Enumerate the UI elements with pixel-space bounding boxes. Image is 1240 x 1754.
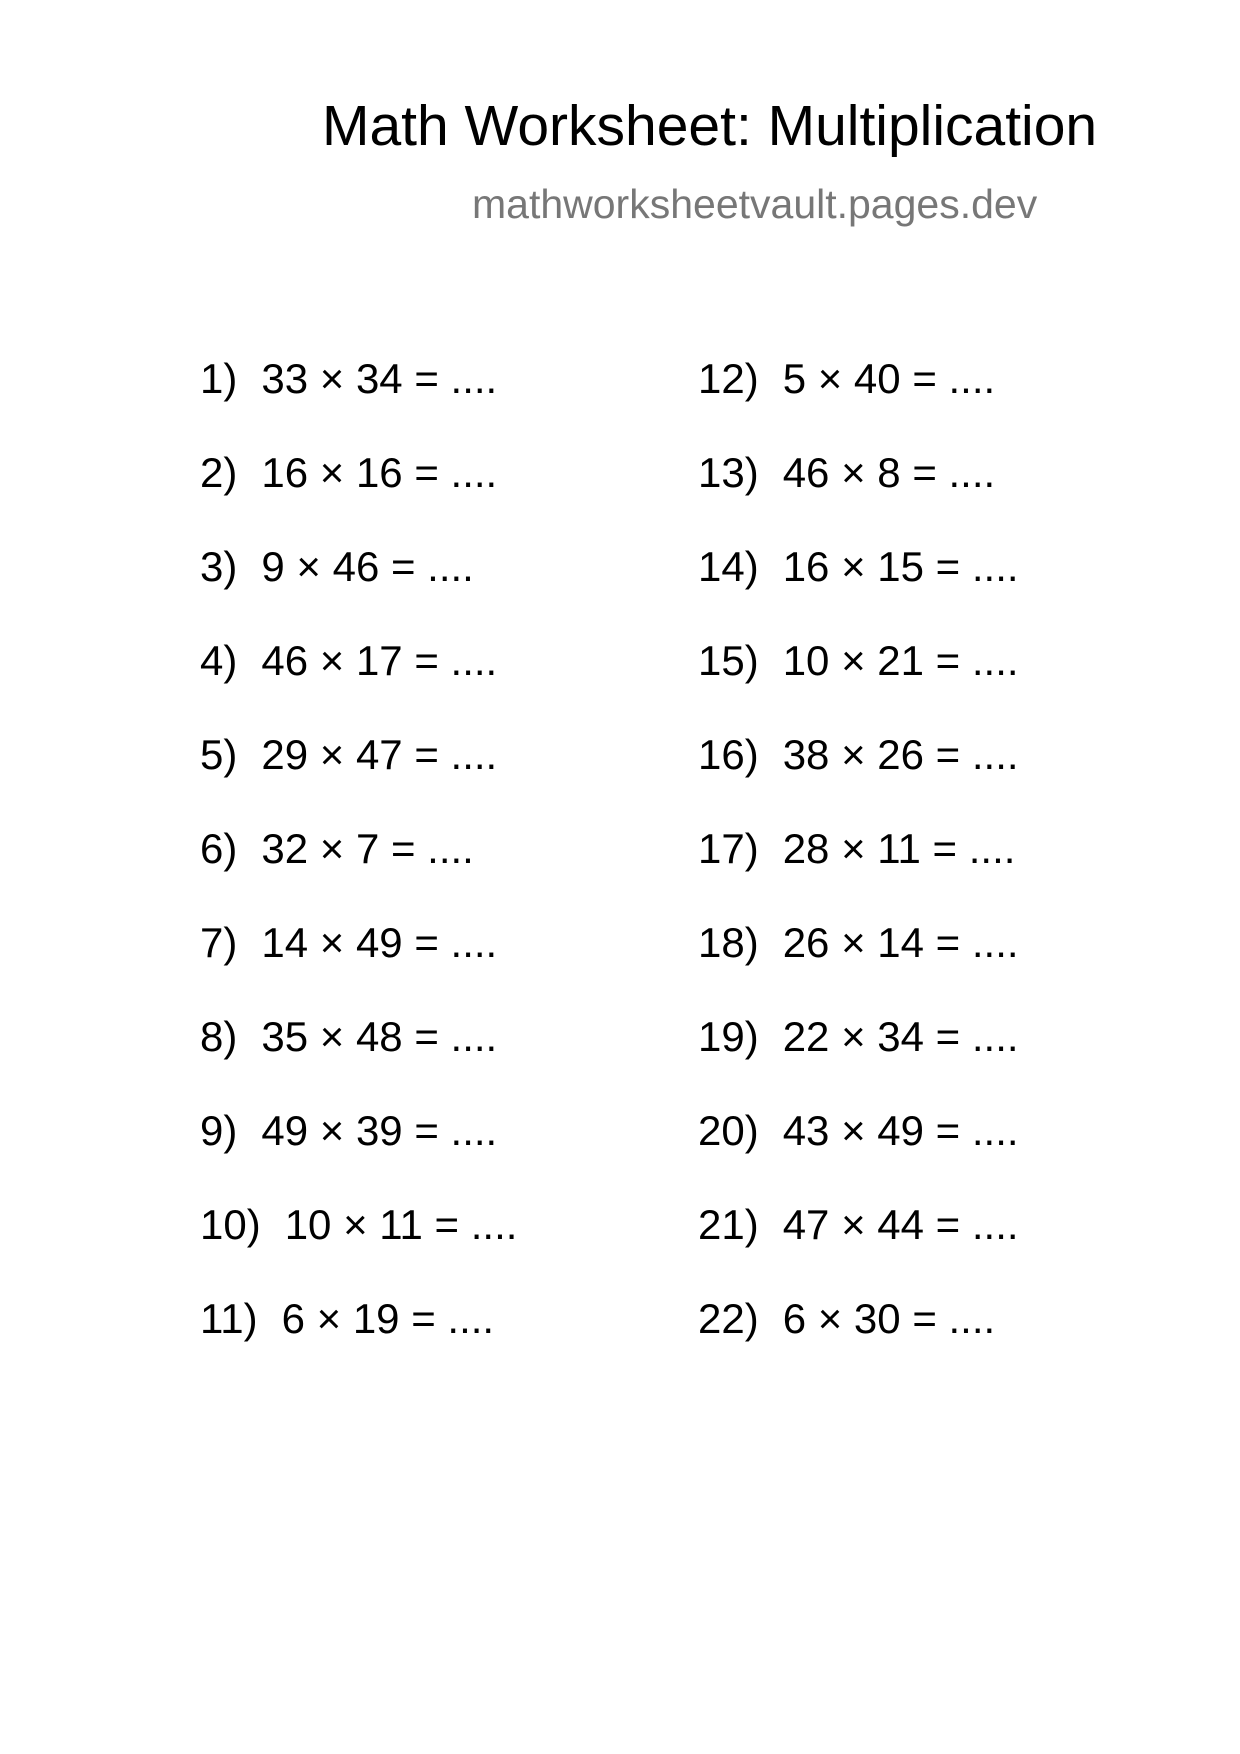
problem-expression: 14 × 49 = .... [261,919,498,966]
problem-number: 5) [200,731,238,778]
problem-item [698,919,1019,966]
problem-number: 16) [698,731,759,778]
problem-number: 14) [698,543,759,590]
problem-item [200,1107,498,1154]
problem-item [200,919,498,966]
problem-item [698,731,1019,778]
problem-number: 13) [698,449,759,496]
problem-number: 3) [200,543,238,590]
problem-number: 12) [698,355,759,402]
problem-expression: 32 × 7 = .... [261,825,474,872]
problem-number: 2) [200,449,238,496]
problem-expression: 47 × 44 = .... [782,1201,1019,1248]
problem-item [698,1295,996,1342]
problem-number: 10) [200,1201,261,1248]
problem-expression: 9 × 46 = .... [261,543,474,590]
problem-item [200,637,498,684]
problem-number: 15) [698,637,759,684]
problem-item [200,449,498,496]
problem-expression: 33 × 34 = .... [261,355,498,402]
problem-expression: 35 × 48 = .... [261,1013,498,1060]
problem-number: 1) [200,355,238,402]
problem-expression: 46 × 8 = .... [782,449,996,496]
problem-item [698,825,1016,872]
problem-item [698,543,1019,590]
problem-number: 21) [698,1201,759,1248]
problem-expression: 6 × 19 = .... [281,1295,495,1342]
problem-item [200,543,474,590]
problem-number: 20) [698,1107,759,1154]
problem-item [200,731,498,778]
problem-expression: 43 × 49 = .... [782,1107,1019,1154]
problem-item [698,355,996,402]
problem-item [698,637,1019,684]
problem-item [200,355,498,402]
problem-expression: 22 × 34 = .... [782,1013,1019,1060]
problem-number: 18) [698,919,759,966]
problem-expression: 38 × 26 = .... [782,731,1019,778]
problem-expression: 16 × 16 = .... [261,449,498,496]
problem-number: 9) [200,1107,238,1154]
problem-expression: 10 × 11 = .... [284,1201,518,1248]
problem-item [698,1107,1019,1154]
problem-expression: 5 × 40 = .... [782,355,996,402]
problem-item [698,1201,1019,1248]
problem-item [200,1201,518,1248]
problem-number: 22) [698,1295,759,1342]
problem-expression: 10 × 21 = .... [782,637,1019,684]
problem-item [200,825,474,872]
problem-expression: 26 × 14 = .... [782,919,1019,966]
problem-number: 11) [200,1295,258,1342]
problem-item [200,1013,498,1060]
page-subtitle: mathworksheetvault.pages.dev [472,181,1038,227]
page-title: Math Worksheet: Multiplication [322,94,1098,158]
problem-item [200,1295,495,1342]
problem-number: 6) [200,825,238,872]
problem-expression: 46 × 17 = .... [261,637,498,684]
problem-number: 7) [200,919,238,966]
problem-expression: 16 × 15 = .... [782,543,1019,590]
problem-number: 17) [698,825,759,872]
problem-item [698,449,996,496]
problem-expression: 49 × 39 = .... [261,1107,498,1154]
problem-number: 19) [698,1013,759,1060]
problem-expression: 6 × 30 = .... [782,1295,996,1342]
problem-expression: 29 × 47 = .... [261,731,498,778]
problem-expression: 28 × 11 = .... [782,825,1016,872]
problem-number: 8) [200,1013,238,1060]
problem-number: 4) [200,637,238,684]
problem-item [698,1013,1019,1060]
